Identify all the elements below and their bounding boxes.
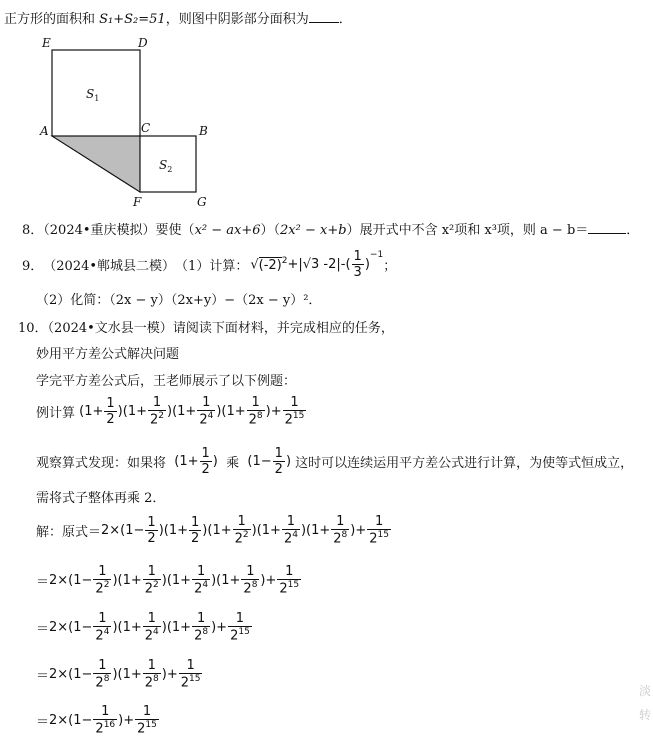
q8-end: ． [626, 223, 640, 238]
q9-close: ) [364, 257, 370, 272]
q7-prefix: 正方形的面积和 [4, 12, 100, 27]
example-line: 例计算 (1+ $\frac{1}{2}$ )(1+ $\frac{1}{2^2}$ )(1+ $\frac{1}{2^4}$ )(1+ $\frac{1}{2^8}$ )+ $\frac{1}{2^{15}}$ [36, 395, 305, 428]
q8-expr1: x² − ax+6 [194, 223, 261, 238]
observe-end: 这时可以连续运用平方差公式进行计算，为使等式恒成立， [295, 456, 634, 471]
label-c: C [141, 121, 151, 135]
eq-sign-2: ＝ [36, 574, 50, 590]
q10-intro: 请阅读下面材料，并完成相应的任务， [172, 321, 394, 336]
q7-answer-blank [309, 11, 339, 23]
solution-line1: 解：原式＝ 2×(1− $\frac{1}{2}$ )(1+ $\frac{1}{2}$ )(1+ $\frac{1}{2^2}$ )(1+ $\frac{1}{2^4}$ )(1+ $\frac{1}{2^8}$ )+ $\frac{1}{2^{15}}$ [36, 514, 389, 547]
label-s2: $S_2$ [159, 158, 173, 174]
q9-part1-end: ； [383, 259, 397, 274]
label-a: A [40, 124, 49, 138]
q7-line [4, 8, 352, 27]
q8-num: 8． [22, 223, 44, 238]
eq-sign-3: ＝ [36, 621, 50, 637]
eq-sign-4: ＝ [36, 668, 50, 684]
label-s1: $S_1$ [86, 87, 100, 103]
q8-text3: ）展开式中不含 x²项和 x³项，则 a − b＝ [346, 223, 589, 238]
q8-line [22, 219, 639, 238]
label-b: B [199, 124, 208, 138]
q7-s-sum: S₁+S₂=51 [99, 12, 166, 27]
q9-line [22, 250, 396, 279]
solution-line4: ＝ 2×(1− $\frac{1}{2^8}$ )(1+ $\frac{1}{2^8}$ )+ $\frac{1}{2^{15}}$ [36, 658, 201, 691]
q9-abs-expr: +|√3 -2|-( [287, 257, 351, 272]
q9-sqrt-expr: $√(-2)^2$ [250, 256, 288, 273]
q9-part2: （2）化简：（2x − y）（2x+y）−（2x − y）²． [36, 293, 322, 308]
q10-source: （2024•文水县一模） [47, 321, 173, 336]
observe-text: 观察算式发现：如果将 [36, 456, 167, 471]
example-label: 例计算 [36, 405, 76, 421]
q9-part1: （1）计算： [175, 259, 249, 274]
solution-line2: ＝ 2×(1− $\frac{1}{2^2}$ )(1+ $\frac{1}{2^2}$ )(1+ $\frac{1}{2^4}$ )(1+ $\frac{1}{2^8}$ )+ $\frac{1}{2^{15}}$ [36, 564, 300, 597]
q9-num: 9． [22, 259, 44, 274]
q10-title: 妙用平方差公式解决问题 [36, 347, 180, 362]
eq-sign-5: ＝ [36, 714, 50, 730]
label-f: F [133, 195, 142, 209]
watermark-1: 淡 [638, 684, 651, 698]
solution-line5: ＝ 2×(1− $\frac{1}{2^{16}}$ )+ $\frac{1}{2^{15}}$ [36, 704, 157, 737]
q8-source: （2024•重庆模拟） [43, 223, 156, 238]
solution-line3: ＝ 2×(1− $\frac{1}{2^4}$ )(1+ $\frac{1}{2^4}$ )(1+ $\frac{1}{2^8}$ )+ $\frac{1}{2^{15}}$ [36, 611, 250, 644]
q10-num: 10． [18, 321, 48, 336]
q8-answer-blank [588, 222, 626, 234]
q9-fraction: $\frac{1}{3}$ [353, 249, 362, 280]
square-s2 [140, 136, 196, 192]
q7-middle: ，则图中阴影部分面积为 [165, 12, 309, 27]
q10-line1: 学完平方差公式后，王老师展示了以下例题： [36, 374, 297, 389]
q10-line [18, 317, 394, 336]
label-d: D [138, 36, 148, 50]
q9-source: （2024•郸城县二模） [43, 259, 176, 274]
label-g: G [197, 195, 207, 209]
q8-expr2: 2x² − x+b [280, 223, 347, 238]
observe-line2: 需将式子整体再乘 2． [36, 491, 166, 506]
q7-end: ． [338, 12, 352, 27]
observe-line: 观察算式发现：如果将 (1+ $\frac{1}{2}$ ) 乘 (1− $\frac{1}{2}$ ) 这时可以连续运用平方差公式进行计算，为使等式恒成立， [36, 446, 634, 477]
watermark-2: 转 [638, 708, 651, 722]
q9-exponent: −1 [369, 250, 384, 260]
solution-label: 解：原式＝ [36, 524, 102, 540]
label-e: E [42, 36, 51, 50]
q8-text1: 要使（ [155, 223, 195, 238]
q8-text2: ）（ [260, 223, 281, 238]
observe-mid: 乘 [226, 456, 240, 471]
square-s1 [52, 50, 140, 136]
square-figure [30, 34, 230, 212]
